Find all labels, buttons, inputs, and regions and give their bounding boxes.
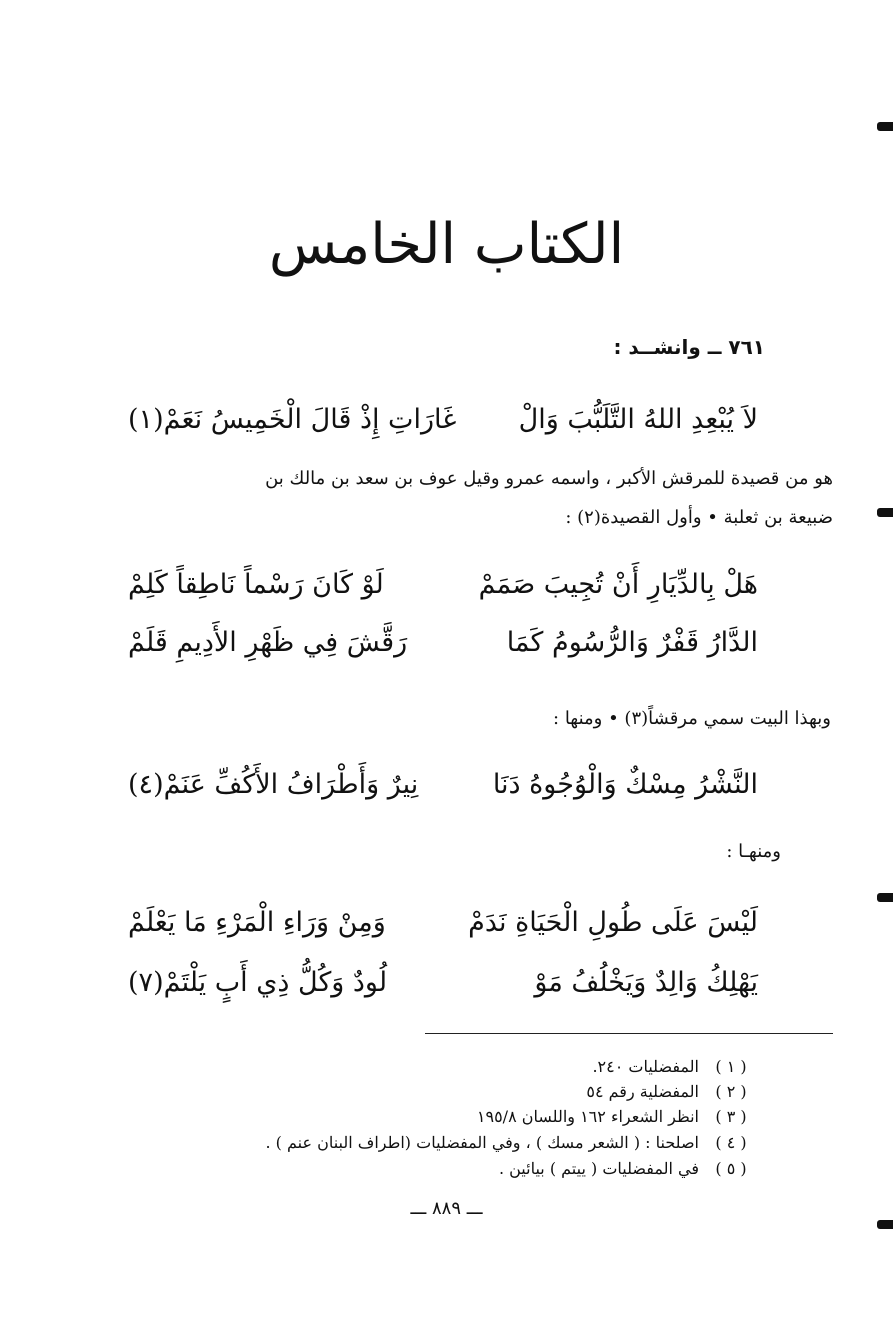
prose-line: وبهذا البيت سمي مرقشاً(٣) • ومنها :: [553, 708, 831, 729]
verse-second-hemistich: رَقَّشَ فِي ظَهْرِ الأَدِيمِ قَلَمْ: [128, 627, 408, 658]
section-heading: ٧٦١ ــ وانشــد :: [613, 335, 765, 359]
verse-second-hemistich: نِيرٌ وَأَطْرَافُ الأَكُفِّ عَنَمْ(٤): [128, 769, 419, 800]
edge-mark: [877, 1220, 893, 1229]
page-number: ـــ ٨٨٩ ـــ: [410, 1198, 483, 1219]
footnote: [499, 1157, 755, 1181]
prose-line: ومنهـا :: [726, 841, 781, 862]
footnote: [586, 1080, 755, 1104]
footnote-text: المفضليات ٢٤٠.: [592, 1057, 699, 1076]
footnote-text: اصلحنا : ( الشعر مسك ) ، وفي المفضليات (اطراف البنان عنم ) .: [265, 1133, 699, 1152]
verse: [128, 898, 758, 948]
verse: [128, 760, 758, 810]
verse: [128, 395, 758, 445]
verse-second-hemistich: وَمِنْ وَرَاءِ الْمَرْءِ مَا يَعْلَمْ: [128, 907, 386, 938]
footnote-text: المفضلية رقم ٥٤: [586, 1082, 699, 1101]
verse-first-hemistich: لَيْسَ عَلَى طُولِ الْحَيَاةِ نَدَمْ: [468, 907, 758, 938]
verse: [128, 560, 758, 610]
edge-mark: [877, 508, 893, 517]
edge-mark: [877, 893, 893, 902]
prose-line: ضبيعة بن ثعلبة • وأول القصيدة(٢) :: [565, 507, 833, 528]
footnote: [592, 1055, 755, 1079]
footnote-text: انظر الشعراء ١٦٢ واللسان ١٩٥/٨: [476, 1107, 699, 1126]
verse-first-hemistich: يَهْلِكُ وَالِدٌ وَيَخْلُفُ مَوْ: [534, 967, 758, 998]
footnote-number: ( ٣ ): [715, 1107, 747, 1126]
verse-first-hemistich: هَلْ بِالدِّيَارِ أَنْ تُجِيبَ صَمَمْ: [478, 569, 758, 600]
footnote: [265, 1131, 755, 1155]
prose-line: هو من قصيدة للمرقش الأكبر ، واسمه عمرو وقيل عوف بن سعد بن مالك بن: [265, 468, 833, 489]
verse-first-hemistich: لاَ يُبْعِدِ اللهُ التَّلَبُّبَ وَالْ: [518, 404, 758, 435]
verse: [128, 958, 758, 1008]
footnote-rule: [425, 1033, 833, 1034]
footnote-number: ( ١ ): [715, 1057, 747, 1076]
edge-mark: [877, 122, 893, 131]
footnote-text: في المفضليات ( ييتم ) بيائين .: [498, 1159, 699, 1178]
footnote-number: ( ٤ ): [715, 1133, 747, 1152]
verse: [128, 618, 758, 668]
verse-second-hemistich: غَارَاتِ إِذْ قَالَ الْخَمِيسُ نَعَمْ(١): [128, 404, 457, 435]
footnote: [477, 1105, 755, 1129]
verse-first-hemistich: النَّشْرُ مِسْكٌ وَالْوُجُوهُ دَنَا: [492, 769, 758, 800]
footnote-number: ( ٥ ): [715, 1159, 747, 1178]
footnote-number: ( ٢ ): [715, 1082, 747, 1101]
verse-second-hemistich: لُودٌ وَكُلُّ ذِي أَبٍ يَلْتَمْ(٧): [128, 967, 388, 998]
verse-first-hemistich: الدَّارُ قَفْرٌ وَالرُّسُومُ كَمَا: [506, 627, 758, 658]
chapter-title: الكتاب الخامس: [268, 212, 625, 277]
verse-second-hemistich: لَوْ كَانَ رَسْماً نَاطِقاً كَلِمْ: [128, 569, 384, 600]
